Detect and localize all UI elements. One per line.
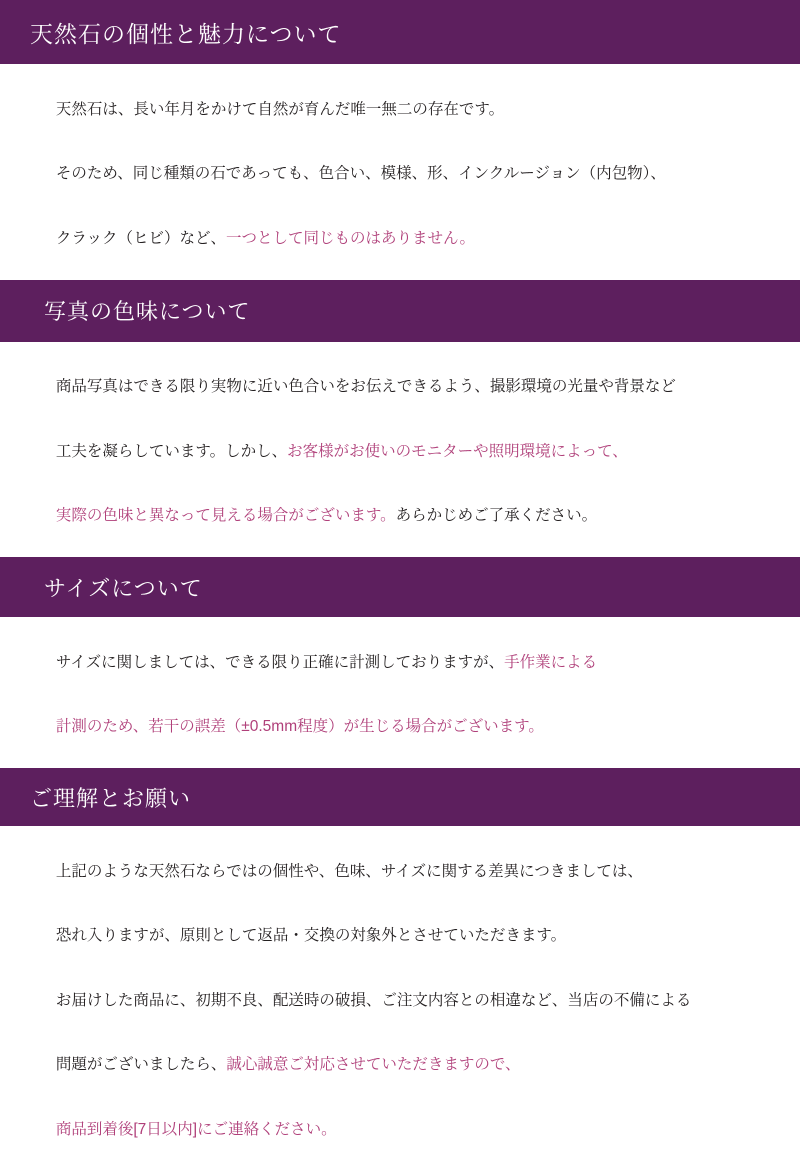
section-body-size (0, 617, 800, 768)
text-run-accent: 計測のため、若干の誤差（±0.5mm程度）が生じる場合がございます。 (55, 718, 544, 735)
text-run: 商品写真はできる限り実物に近い色合いをお伝えできるよう、撮影環境の光量や背景など (55, 378, 676, 395)
text-run: 上記のような天然石ならではの個性や、色味、サイズに関する差異につきましては、 (55, 862, 643, 880)
section-header-title: ご理解とお願い (30, 785, 192, 811)
text-run: そのため、同じ種類の石であっても、色合い、模様、形、インクルージョン（内包物）、 (55, 165, 666, 182)
text-run-accent: 手作業による (504, 653, 598, 671)
section-header-stone-character (0, 0, 800, 64)
text-run: お届けした商品に、初期不良、配送時の破損、ご注文内容との相違など、当店の不備による (55, 991, 692, 1009)
section-header-title: 天然石の個性と魅力について (30, 20, 342, 47)
text-run: 工夫を凝らしています。しかし、 (55, 442, 288, 460)
text-run-accent: お客様がお使いのモニターや照明環境によって、 (287, 442, 628, 460)
text-run-accent: 実際の色味と異なって見える場合がございます。 (55, 507, 396, 524)
text-run: サイズに関しましては、できる限り正確に計測しておりますが、 (55, 653, 505, 671)
section-header-title: サイズについて (44, 575, 203, 601)
text-line (30, 428, 800, 475)
text-run: 恐れ入りますが、原則として返品・交換の対象外とさせていただきます。 (55, 927, 567, 944)
text-line (30, 1106, 800, 1153)
text-run: あらかじめご了承ください。 (395, 507, 598, 524)
text-line (30, 913, 800, 960)
text-run-accent: 誠心誠意ご対応させていただきますので、 (226, 1056, 521, 1073)
section-body-understanding-request (0, 826, 800, 1173)
text-line (30, 493, 800, 540)
section-header-understanding-request (0, 768, 800, 826)
text-line (30, 848, 800, 895)
text-line (30, 704, 800, 751)
section-body-photo-color (0, 342, 800, 558)
section-body-stone-character (0, 64, 800, 280)
text-line (30, 86, 800, 133)
text-run-accent: 商品到着後[7日以内]にご連絡ください。 (55, 1120, 337, 1138)
text-line (30, 151, 800, 198)
text-line (30, 977, 800, 1024)
section-header-photo-color (0, 280, 800, 342)
text-line (30, 1042, 800, 1089)
text-run: 問題がございましたら、 (55, 1056, 227, 1073)
text-line (30, 639, 800, 686)
text-line (30, 215, 800, 262)
text-run-accent: 一つとして同じものはありません。 (226, 229, 475, 247)
text-run: 天然石は、長い年月をかけて自然が育んだ唯一無二の存在です。 (55, 100, 505, 118)
section-header-title: 写真の色味について (44, 299, 251, 324)
text-line (30, 364, 800, 411)
text-run: クラック（ヒビ）など、 (55, 229, 227, 247)
section-header-size (0, 557, 800, 617)
